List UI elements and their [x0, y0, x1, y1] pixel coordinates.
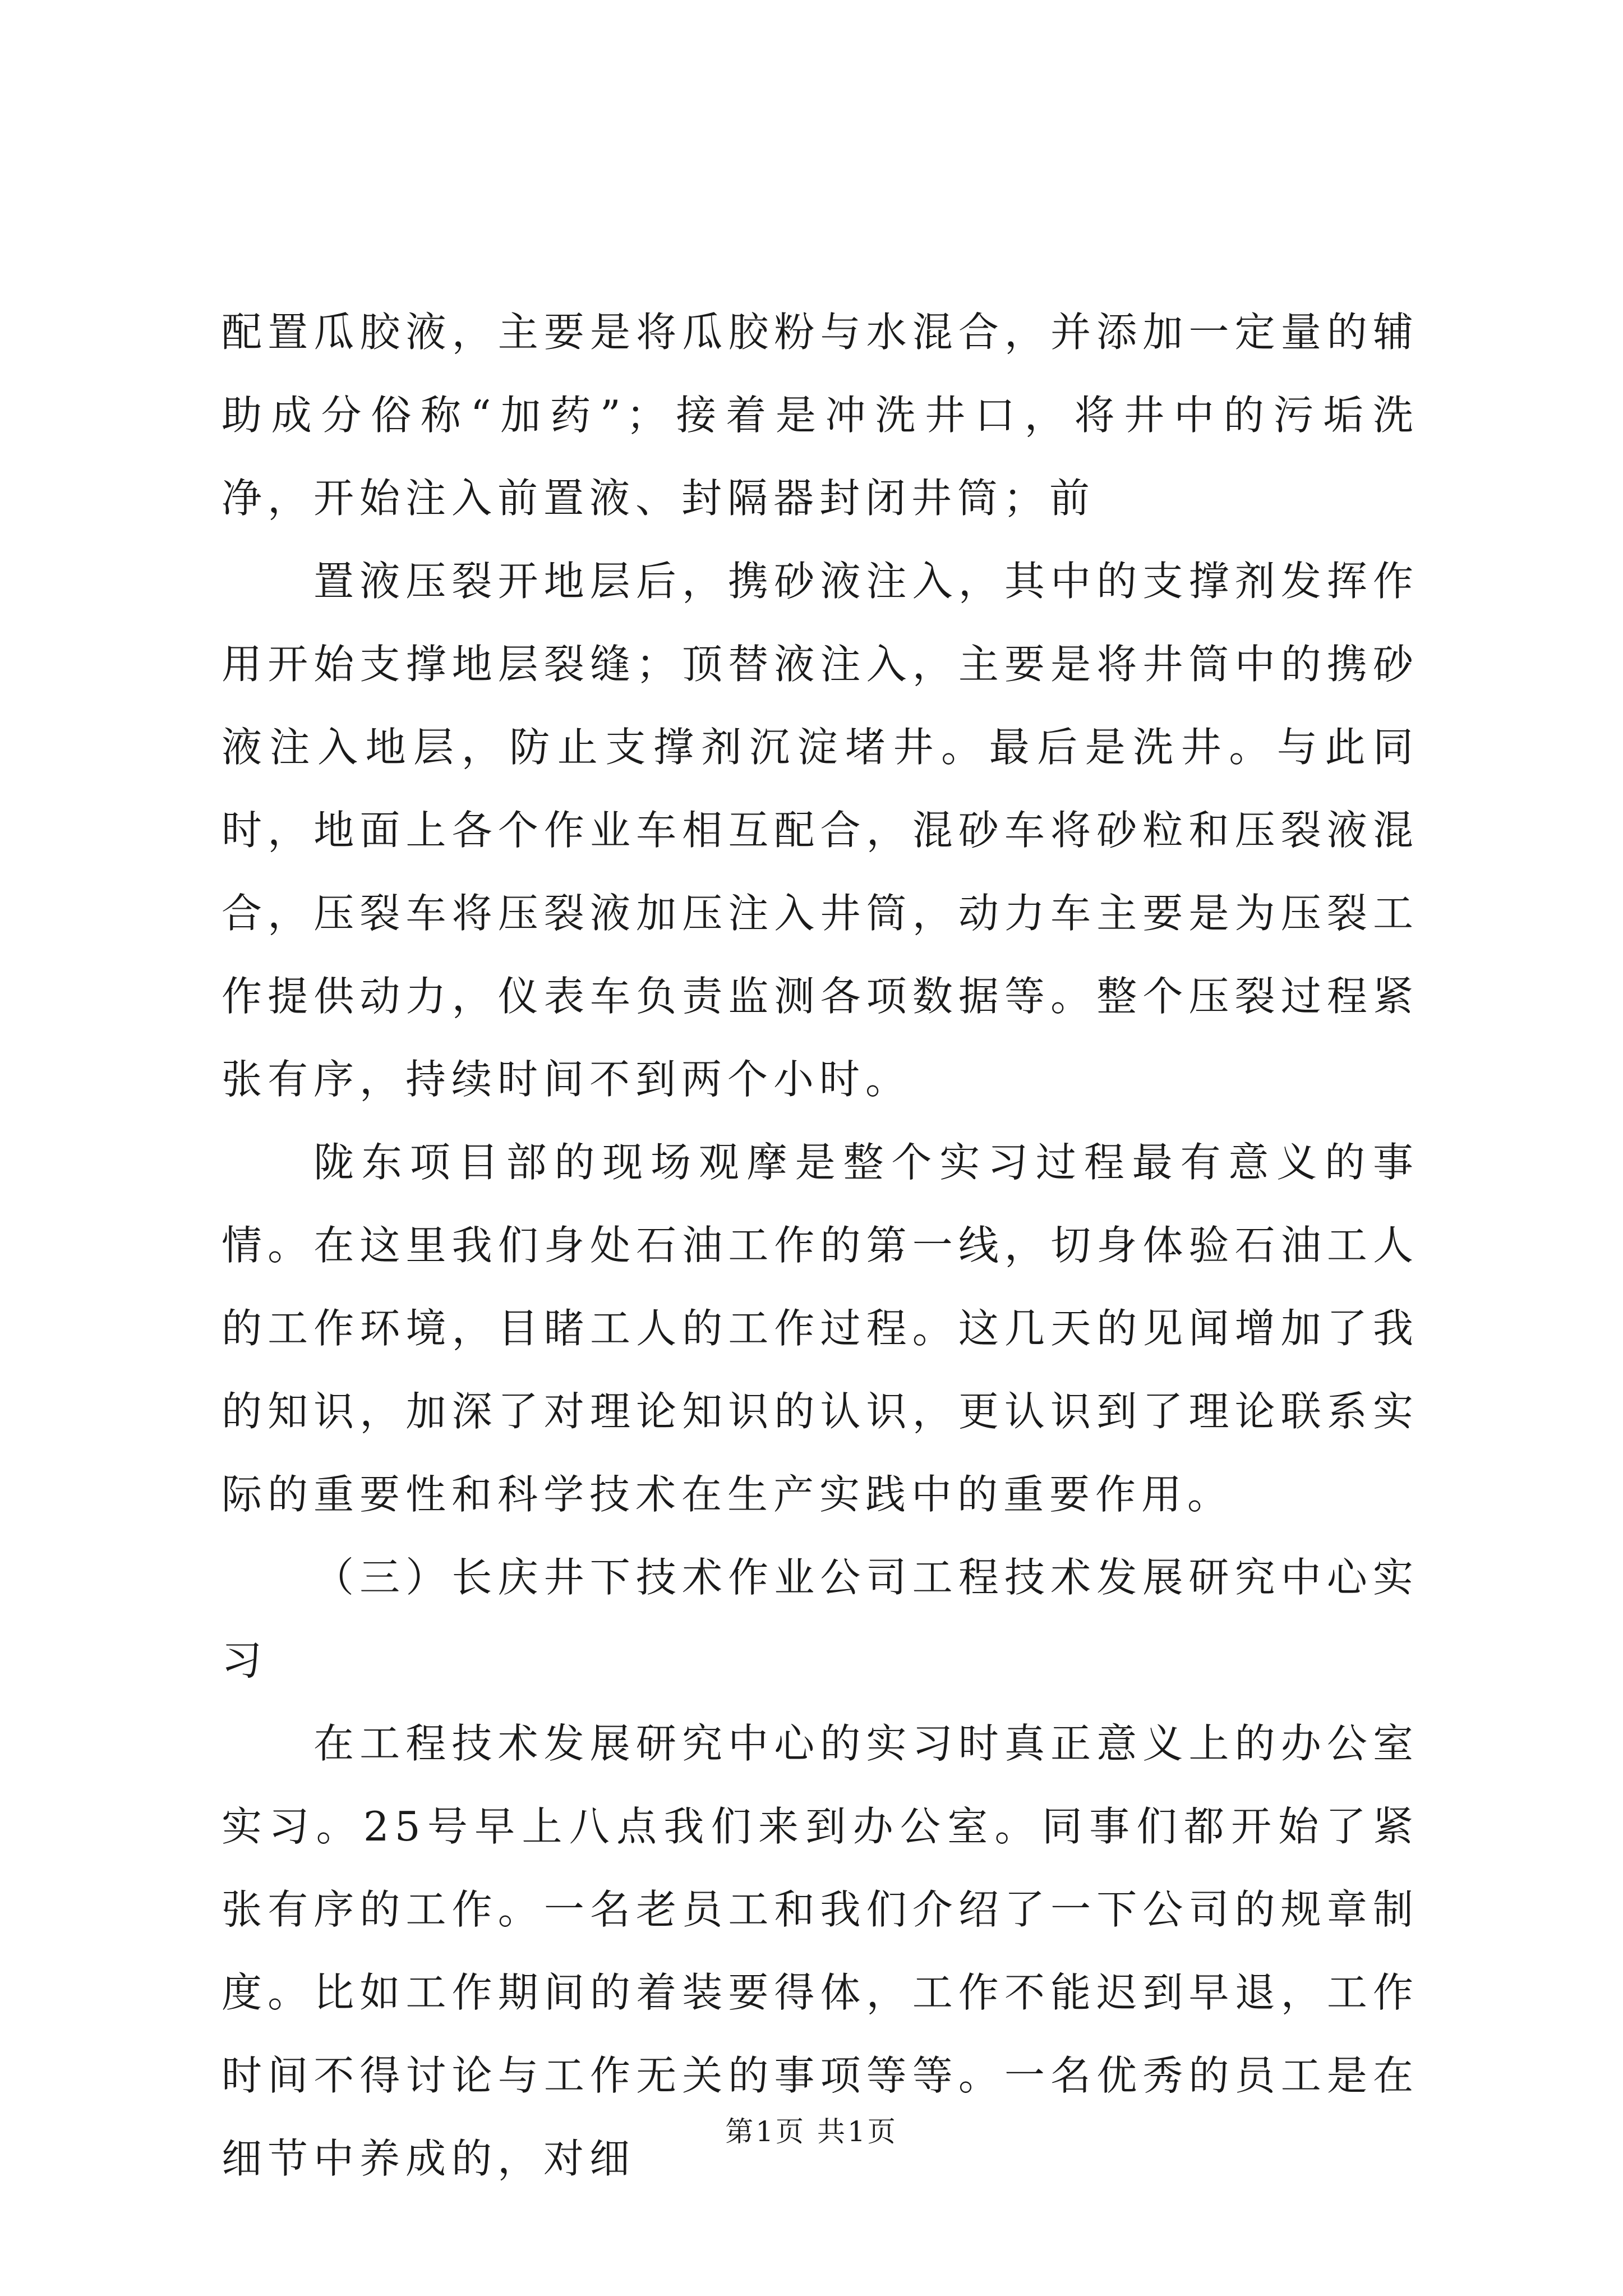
body-text: [222, 291, 1419, 2200]
paragraph-3: 陇东项目部的现场观摩是整个实习过程最有意义的事情。在这里我们身处石油工作的第一线，切身体验石油工人的工作环境，目睹工人的工作过程。这几天的见闻增加了我的知识，加深了对理论知识的认识，更认识到了理论联系实际的重要性和科学技术在生产实践中的重要作用。: [222, 1139, 1419, 1518]
paragraph-2: 置液压裂开地层后，携砂液注入，其中的支撑剂发挥作用开始支撑地层裂缝；顶替液注入，主要是将井筒中的携砂液注入地层，防止支撑剂沉淀堵井。最后是洗井。与此同时，地面上各个作业车相互配合，混砂车将砂粒和压裂液混合，压裂车将压裂液加压注入井筒，动力车主要是为压裂工作提供动力，仪表车负责监测各项数据等。整个压裂过程紧张有序，持续时间不到两个小时。: [222, 558, 1419, 1103]
paragraph-4: 在工程技术发展研究中心的实习时真正意义上的办公室实习。25号早上八点我们来到办公室。同事们都开始了紧张有序的工作。一名老员工和我们介绍了一下公司的规章制度。比如工作期间的着装要得体，工作不能迟到早退，工作时间不得讨论与工作无关的事项等等。一名优秀的员工是在细节中养成的，对细: [222, 1720, 1419, 2182]
page-footer: 第1页 共1页: [725, 2115, 898, 2148]
paragraph-1: 配置瓜胶液，主要是将瓜胶粉与水混合，并添加一定量的辅助成分俗称“加药”；接着是冲洗井口，将井中的污垢洗净，开始注入前置液、封隔器封闭井筒；前: [222, 309, 1419, 522]
section-heading: （三）长庆井下技术作业公司工程技术发展研究中心实习: [222, 1554, 1419, 1684]
